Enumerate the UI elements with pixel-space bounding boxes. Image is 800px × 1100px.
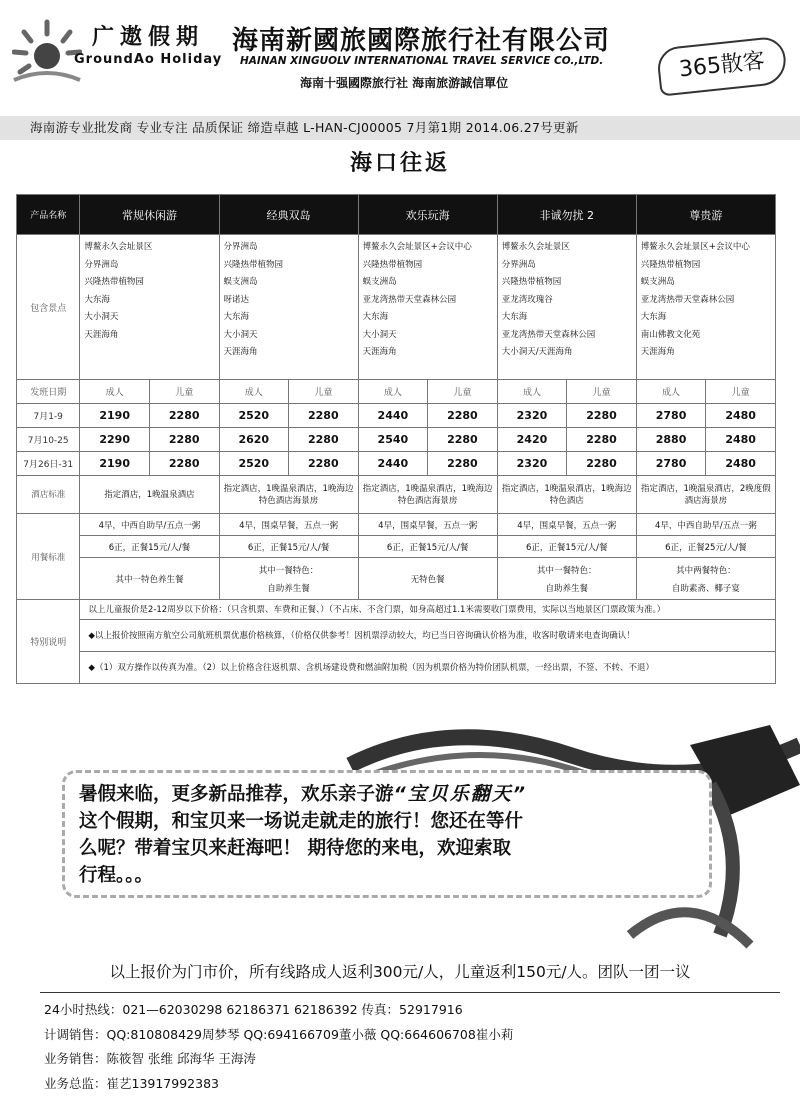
sight-item: 大东海 <box>501 312 528 322</box>
child-label: 儿童 <box>567 380 637 404</box>
brand-name-en: GroundAo Holiday <box>74 52 223 67</box>
company-name-en: HAINAN XINGUOLV INTERNATIONAL TRAVEL SERVICE CO.,LTD. <box>240 55 604 67</box>
promo-line: 么呢？带着宝贝来赶海吧！ 期待您的来电，欢迎索取 <box>79 838 511 859</box>
meal-cell <box>80 558 219 600</box>
hotline-line: 24小时热线：021—62030298 62186371 62186392 传真：52917916 <box>44 1002 463 1017</box>
sights-label: 包含景点 <box>17 235 80 380</box>
sight-item: 大东海 <box>223 312 250 322</box>
sight-item: 分界洲岛 <box>223 242 258 252</box>
promo-box <box>62 770 712 898</box>
meal-special-line: 无特色餐 <box>410 574 445 585</box>
sight-item: 兴隆热带植物园 <box>640 259 701 270</box>
sun-logo-icon <box>12 18 82 88</box>
price-row <box>17 404 776 428</box>
badge-365: 365散客 <box>656 35 788 96</box>
sight-item: 兴隆热带植物园 <box>223 259 284 270</box>
meal-breakfast-row <box>17 514 776 536</box>
sight-item: 大小洞天 <box>362 329 397 340</box>
sight-item: 亚龙湾热带天堂森林公园 <box>362 294 457 305</box>
notes-label: 特别说明 <box>17 600 80 684</box>
price-cell: 2190 <box>80 404 150 428</box>
price-cell: 2290 <box>80 428 150 452</box>
promo-line: 暑假来临，更多新品推荐，欢乐亲子游 <box>79 784 394 805</box>
price-cell: 2280 <box>567 452 637 476</box>
price-cell: 2280 <box>289 404 359 428</box>
hotel-row <box>17 476 776 514</box>
price-cell: 2280 <box>428 428 498 452</box>
price-cell: 2540 <box>358 428 428 452</box>
director-line: 业务总监：崔艺13917992383 <box>44 1075 219 1091</box>
meal-cell: 6正，正餐15元/人/餐 <box>80 536 219 558</box>
meal-special-line: 其中两餐特色： <box>676 565 736 576</box>
price-cell: 2440 <box>358 404 428 428</box>
sight-item: 博鳌永久会址景区+会议中心 <box>362 242 472 252</box>
price-cell: 2320 <box>497 404 567 428</box>
meal-cell: 6正，正餐25元/人/餐 <box>636 536 775 558</box>
meal-special-line: 其中一特色养生餐 <box>115 574 184 585</box>
adult-label: 成人 <box>80 380 150 404</box>
meal-cell <box>636 558 775 600</box>
price-cell: 2480 <box>706 452 776 476</box>
sight-item: 亚龙湾玫瑰谷 <box>501 294 553 305</box>
meal-special-row <box>17 558 776 600</box>
price-cell: 2520 <box>219 404 289 428</box>
price-cell: 2780 <box>636 404 706 428</box>
meal-cell: 6正，正餐15元/人/餐 <box>219 536 358 558</box>
price-cell: 2280 <box>567 404 637 428</box>
product-name: 非诚勿扰 2 <box>497 195 636 235</box>
contact-block <box>44 998 513 1096</box>
price-row <box>17 452 776 476</box>
sight-item: 博鳌永久会址景区 <box>84 242 153 252</box>
meal-cell: 6正，正餐15元/人/餐 <box>358 536 497 558</box>
sight-item: 蜈支洲岛 <box>640 277 675 287</box>
meal-special-line: 其中一餐特色： <box>258 565 319 576</box>
hotel-label: 酒店标准 <box>17 476 80 514</box>
sights-cell <box>80 235 219 380</box>
meal-label: 用餐标准 <box>17 514 80 600</box>
sight-item: 蜈支洲岛 <box>362 277 397 287</box>
price-cell: 2280 <box>428 452 498 476</box>
product-header-row <box>17 195 776 235</box>
price-cell: 2420 <box>497 428 567 452</box>
price-cell: 2280 <box>567 428 637 452</box>
sights-cell <box>497 235 636 380</box>
sight-item: 分界洲岛 <box>501 259 536 270</box>
sight-item: 亚龙湾热带天堂森林公园 <box>501 329 596 340</box>
sights-cell <box>636 235 775 380</box>
price-cell: 2280 <box>149 452 219 476</box>
promo-highlight: “宝贝乐翻天” <box>393 783 527 805</box>
meal-cell: 6正，正餐15元/人/餐 <box>497 536 636 558</box>
sight-item: 大东海 <box>640 312 667 322</box>
sight-item: 亚龙湾热带天堂森林公园 <box>640 294 735 305</box>
price-cell: 2280 <box>149 404 219 428</box>
sight-item: 蜈支洲岛 <box>223 277 258 287</box>
price-cell: 2880 <box>636 428 706 452</box>
meal-cell: 4早，围桌早餐，五点一粥 <box>497 514 636 536</box>
hotel-cell: 指定酒店，1晚温泉酒店，1晚海边特色酒店 <box>497 476 636 514</box>
meal-cell: 4早，中西自助早/五点一粥 <box>80 514 219 536</box>
product-name: 常规休闲游 <box>80 195 219 235</box>
sales-plan-line: 计调销售：QQ:810808429周梦琴 QQ:694166709董小薇 QQ:664606708崔小莉 <box>44 1026 514 1042</box>
meal-cell <box>358 558 497 600</box>
notes-row <box>17 652 776 684</box>
sight-item: 南山佛教文化苑 <box>640 329 701 340</box>
child-label: 儿童 <box>149 380 219 404</box>
product-name: 尊贵游 <box>636 195 775 235</box>
corner-label: 产品名称 <box>17 195 80 235</box>
price-cell: 2280 <box>289 428 359 452</box>
departure-date: 7月10-25 <box>17 428 80 452</box>
sight-item: 兴隆热带植物园 <box>362 259 423 270</box>
adult-label: 成人 <box>636 380 706 404</box>
meal-cell: 4早，围桌早餐，五点一粥 <box>219 514 358 536</box>
hotel-cell: 指定酒店，1晚温泉酒店 <box>80 476 219 514</box>
info-strip: 海南游专业批发商 专业专注 品质保证 缔造卓越 L-HAN-CJ00005 7月第1期 2014.06.27号更新 <box>0 116 800 140</box>
header <box>0 0 800 108</box>
meal-cell <box>219 558 358 600</box>
meal-cell <box>497 558 636 600</box>
rebate-text: 以上报价为门市价，所有线路成人返利300元/人，儿童返利150元/人。团队一团一议 <box>109 963 691 981</box>
company-name-cn: 海南新國旅國際旅行社有限公司 <box>232 26 611 56</box>
adult-label: 成人 <box>358 380 428 404</box>
adult-label: 成人 <box>219 380 289 404</box>
price-cell: 2520 <box>219 452 289 476</box>
adult-label: 成人 <box>497 380 567 404</box>
meal-special-line: 自助素斋、椰子宴 <box>671 583 740 594</box>
product-name: 经典双岛 <box>219 195 358 235</box>
price-cell: 2620 <box>219 428 289 452</box>
meal-special-line: 自助养生餐 <box>267 583 310 594</box>
sight-item: 大小洞天 <box>223 329 258 340</box>
price-cell: 2280 <box>149 428 219 452</box>
sight-item: 博鳌永久会址景区 <box>501 242 570 252</box>
price-cell: 2280 <box>428 404 498 428</box>
meal-main-row <box>17 536 776 558</box>
price-subheader-row <box>17 380 776 404</box>
price-cell: 2190 <box>80 452 150 476</box>
child-label: 儿童 <box>706 380 776 404</box>
meal-cell: 4早，围桌早餐，五点一粥 <box>358 514 497 536</box>
sights-cell <box>219 235 358 380</box>
company-subtitle: 海南十强國際旅行社 海南旅游誠信單位 <box>300 76 509 90</box>
divider <box>40 992 780 993</box>
price-cell: 2440 <box>358 452 428 476</box>
note-text: ◆以上报价按照南方航空公司航班机票优惠价格核算，（价格仅供参考！因机票浮动较大，均已当日咨询确认价格为准，收客时敬请来电查询确认！ <box>80 620 776 652</box>
price-cell: 2480 <box>706 428 776 452</box>
price-cell: 2480 <box>706 404 776 428</box>
departure-date: 7月1-9 <box>17 404 80 428</box>
page-title: 海口往返 <box>349 151 450 176</box>
sight-item: 大东海 <box>84 294 110 305</box>
sights-row <box>17 235 776 380</box>
sight-item: 博鳌永久会址景区+会议中心 <box>640 242 750 252</box>
sights-cell <box>358 235 497 380</box>
note-text: 以上儿童报价是2-12周岁以下价格：（只含机票、车费和正餐、）（不占床、不含门票，如身高超过1.1米需要收门票费用，实际以当地景区门票政策为准。） <box>80 600 776 620</box>
price-table <box>16 194 776 684</box>
promo-line: 这个假期，和宝贝来一场说走就走的旅行！您还在等什 <box>79 811 524 832</box>
price-cell: 2280 <box>289 452 359 476</box>
sight-item: 分界洲岛 <box>84 259 119 270</box>
date-label: 发班日期 <box>17 380 80 404</box>
hotel-cell: 指定酒店，1晚温泉酒店，1晚海边特色酒店海景房 <box>219 476 358 514</box>
sight-item: 大小洞天/天涯海角 <box>501 347 573 357</box>
sight-item: 大东海 <box>362 312 389 322</box>
meal-cell: 4早，中西自助早/五点一粥 <box>636 514 775 536</box>
notes-row <box>17 620 776 652</box>
meal-special-line: 自助养生餐 <box>545 583 588 594</box>
promo-line: 行程。。。 <box>79 865 154 886</box>
departure-date: 7月26日-31 <box>17 452 80 476</box>
brand-name-cn: 广遨假期 <box>92 24 205 50</box>
sight-item: 天涯海角 <box>362 347 397 357</box>
child-label: 儿童 <box>428 380 498 404</box>
hotel-cell: 指定酒店，1晚温泉酒店，2晚度假酒店海景房 <box>636 476 775 514</box>
hotel-cell: 指定酒店，1晚温泉酒店，1晚海边特色酒店海景房 <box>358 476 497 514</box>
price-cell: 2780 <box>636 452 706 476</box>
price-cell: 2320 <box>497 452 567 476</box>
sight-item: 兴隆热带植物园 <box>84 277 144 287</box>
sight-item: 兴隆热带植物园 <box>501 277 562 287</box>
sight-item: 天涯海角 <box>640 347 675 357</box>
sight-item: 天涯海角 <box>84 329 119 340</box>
notes-row <box>17 600 776 620</box>
price-row <box>17 428 776 452</box>
product-name: 欢乐玩海 <box>358 195 497 235</box>
child-label: 儿童 <box>289 380 359 404</box>
meal-special-line: 其中一餐特色： <box>536 565 597 576</box>
sight-item: 大小洞天 <box>84 312 119 322</box>
note-text: ◆（1）双方操作以传真为准。（2）以上价格含往返机票、含机场建设费和燃油附加税（因为机票价格为特价团队机票，一经出票，不签、不转、不退） <box>80 652 776 684</box>
sales-line: 业务销售：陈筱智 张维 邱海华 王海涛 <box>44 1051 256 1066</box>
sight-item: 天涯海角 <box>223 347 258 357</box>
sight-item: 呀诺达 <box>223 294 250 305</box>
